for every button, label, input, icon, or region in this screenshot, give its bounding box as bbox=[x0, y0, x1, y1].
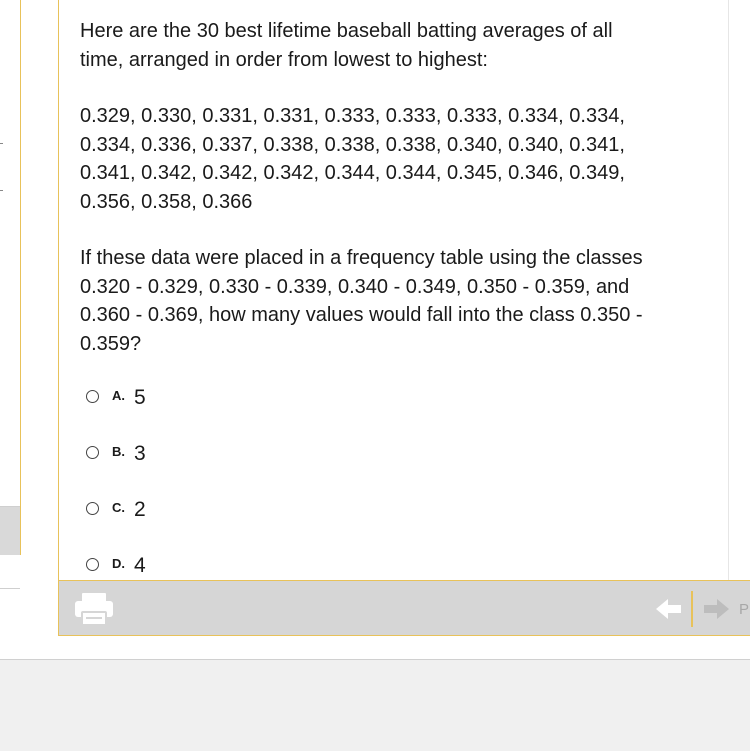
radio-button[interactable] bbox=[86, 446, 99, 459]
nav-label[interactable]: P bbox=[739, 601, 750, 618]
option-b[interactable] bbox=[86, 441, 146, 497]
question-intro: Here are the 30 best lifetime baseball batting averages of all time, arranged in order from lowest to highest: bbox=[80, 20, 613, 71]
option-letter: C. bbox=[112, 500, 125, 515]
bottom-toolbar bbox=[58, 580, 750, 636]
page-footer-area bbox=[0, 659, 750, 751]
question-text bbox=[80, 17, 660, 386]
nav-separator bbox=[691, 591, 693, 627]
option-a[interactable] bbox=[86, 385, 146, 441]
panel-divider bbox=[728, 0, 729, 580]
radio-button[interactable] bbox=[86, 558, 99, 571]
left-panel-divider bbox=[0, 588, 20, 589]
left-panel-footer bbox=[0, 506, 20, 555]
left-panel-tick bbox=[0, 190, 3, 191]
option-letter: D. bbox=[112, 556, 125, 571]
option-value[interactable]: 5 bbox=[134, 386, 146, 409]
option-value[interactable]: 2 bbox=[134, 498, 146, 521]
left-panel bbox=[0, 0, 21, 555]
radio-button[interactable] bbox=[86, 502, 99, 515]
option-letter: A. bbox=[112, 388, 125, 403]
printer-icon[interactable] bbox=[73, 591, 115, 627]
arrow-left-icon[interactable] bbox=[656, 598, 682, 620]
option-value[interactable]: 3 bbox=[134, 442, 146, 465]
radio-button[interactable] bbox=[86, 390, 99, 403]
left-panel-tick bbox=[0, 143, 3, 144]
option-letter: B. bbox=[112, 444, 125, 459]
answer-options bbox=[86, 385, 146, 609]
question-data-values: 0.329, 0.330, 0.331, 0.331, 0.333, 0.333, 0.333, 0.334, 0.334, 0.334, 0.336, 0.337, 0.338, 0.338, 0.338, 0.340, 0.340, 0.341, 0.341, 0.342, 0.342, 0.342, 0.344, 0.344, 0.345, 0.346, 0.349, 0.356, 0.358, 0.366 bbox=[80, 105, 625, 213]
option-c[interactable] bbox=[86, 497, 146, 553]
option-value[interactable]: 4 bbox=[134, 554, 146, 577]
arrow-right-icon[interactable] bbox=[703, 598, 729, 620]
question-prompt: If these data were placed in a frequency table using the classes 0.320 - 0.329, 0.330 - 0.339, 0.340 - 0.349, 0.350 - 0.359, and 0.360 - 0.369, how many values would fall into the class 0.350 - 0.359? bbox=[80, 247, 643, 355]
